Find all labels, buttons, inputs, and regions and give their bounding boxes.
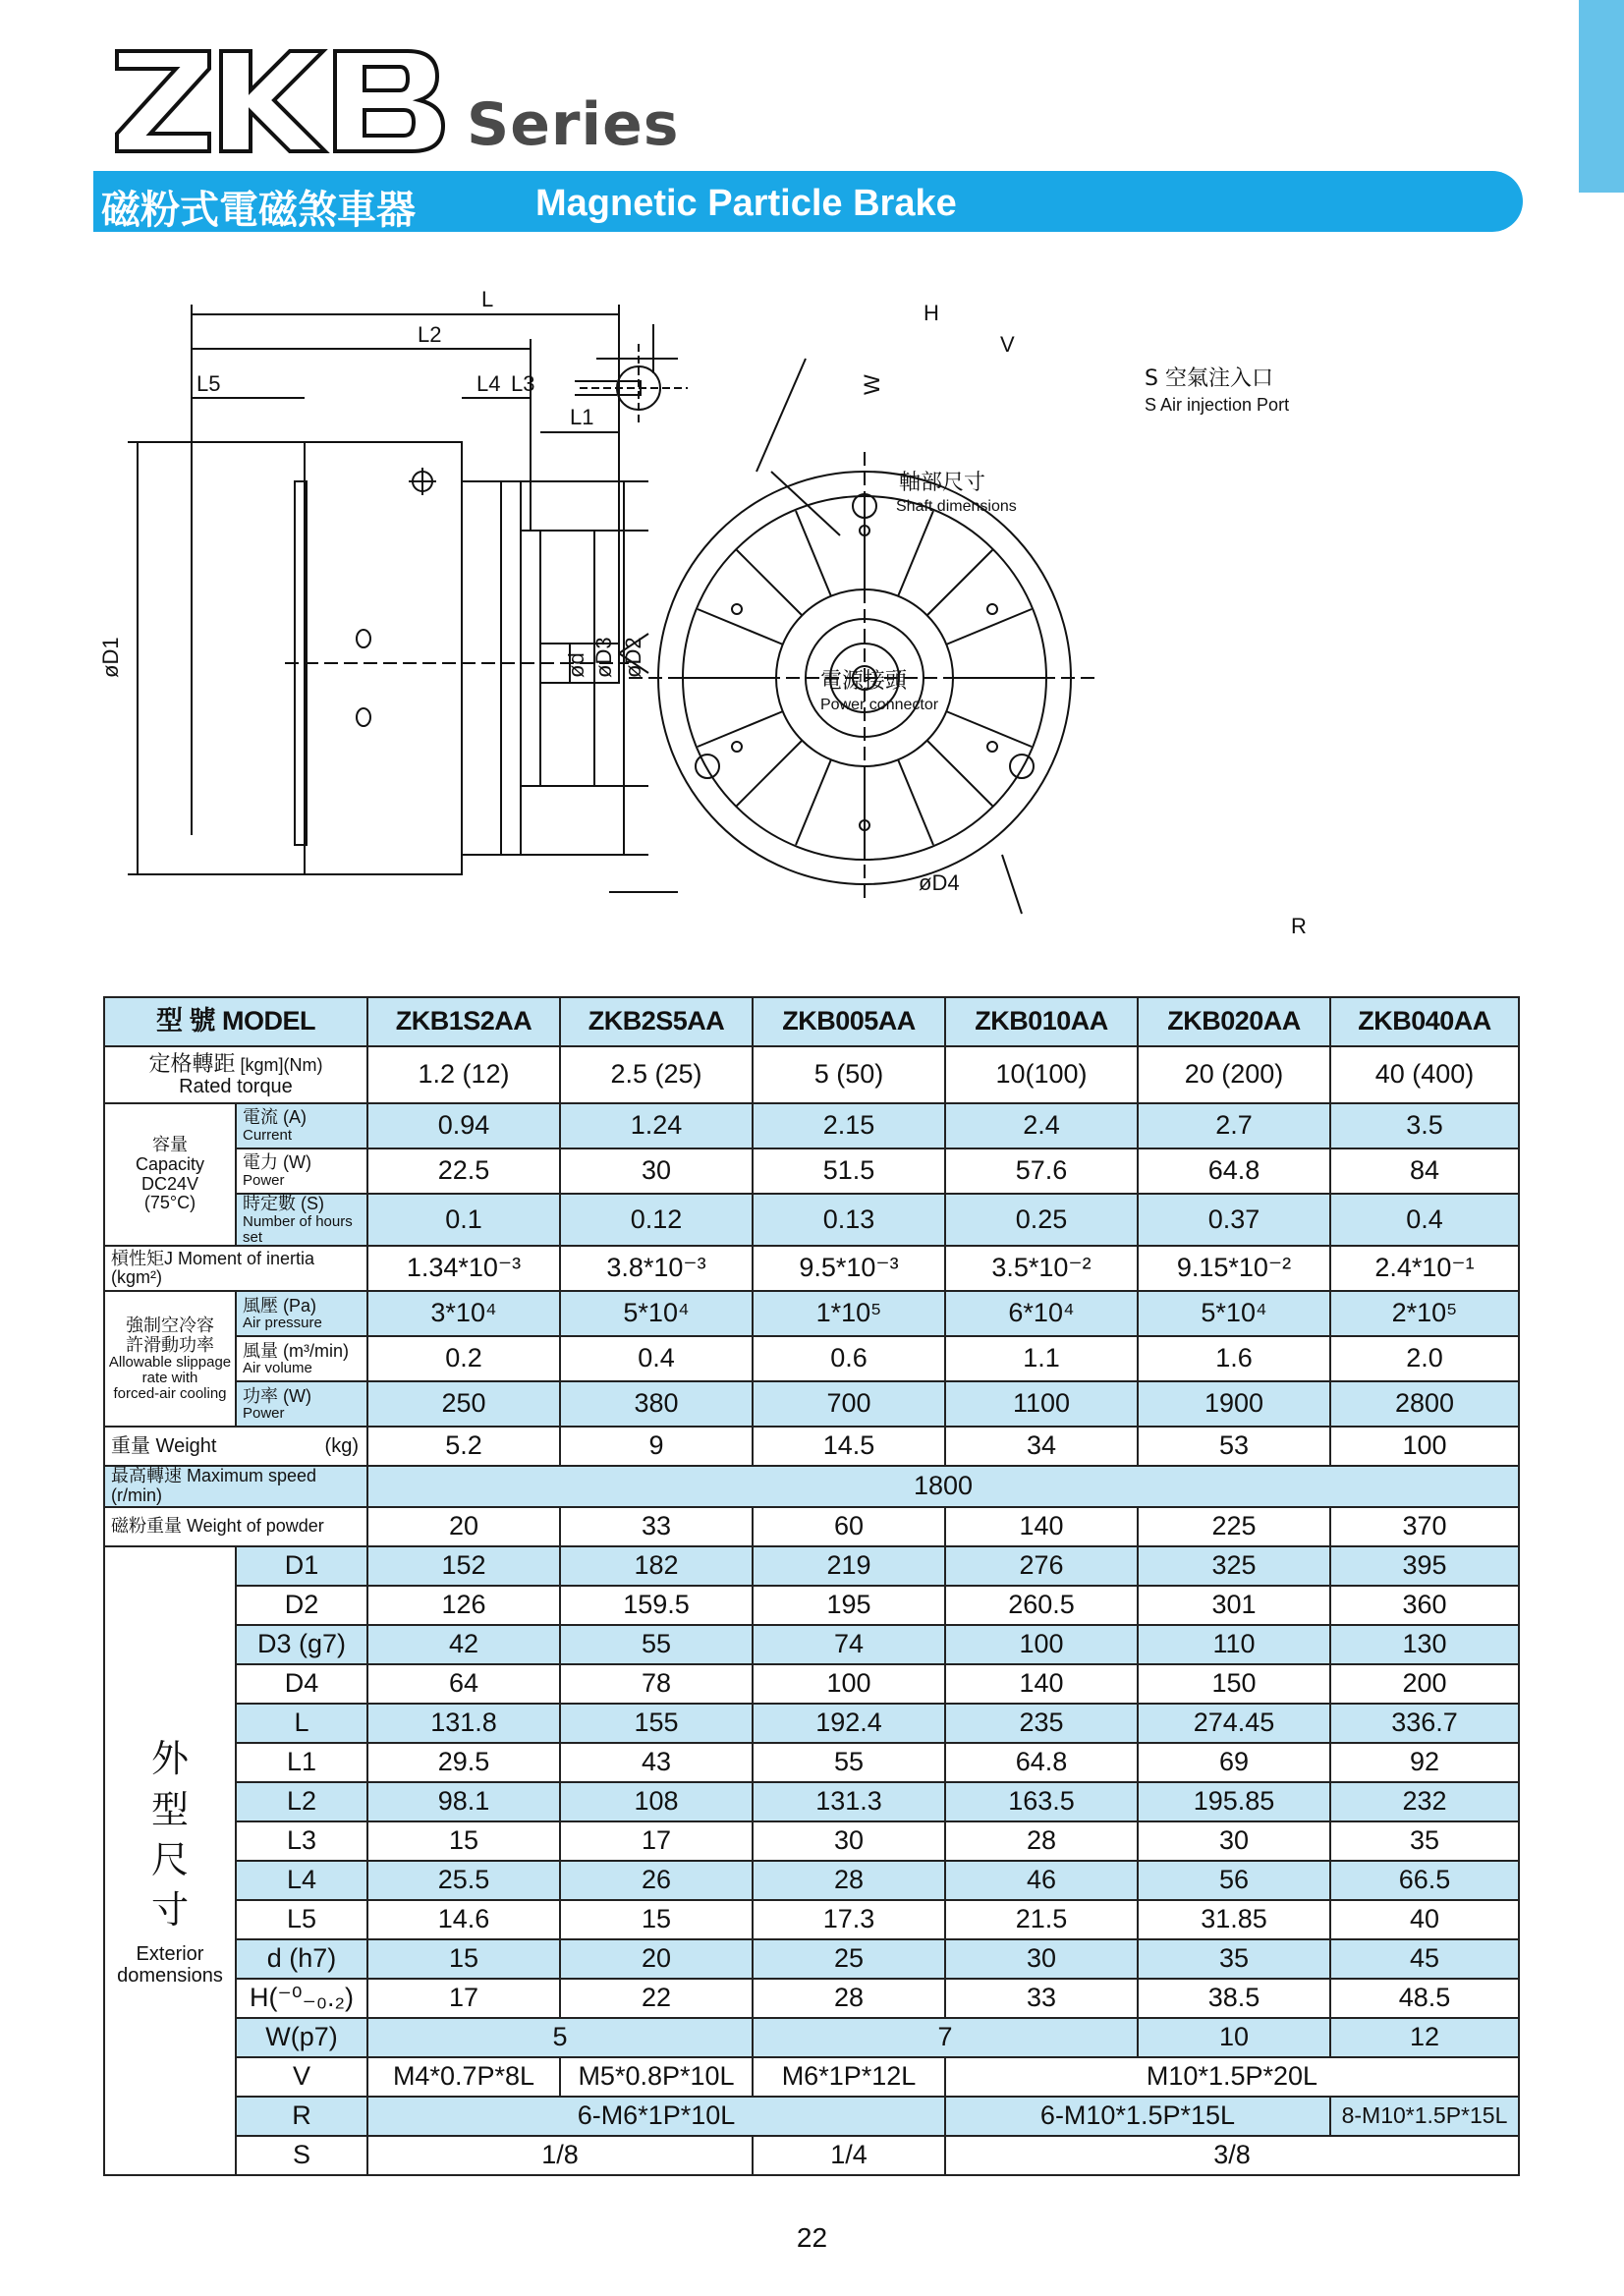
dim-name: L [236,1704,367,1743]
cooling-power-label-zh: 功率 (W) [243,1385,311,1406]
dim-cell: 100 [945,1625,1138,1664]
time-cell: 0.4 [1330,1194,1519,1246]
current-cell: 2.15 [753,1103,945,1148]
cooling-power-cell: 700 [753,1381,945,1427]
dim-cell: 131.8 [367,1704,560,1743]
model-cell: ZKB2S5AA [560,997,753,1046]
dim-cell: 64.8 [945,1743,1138,1782]
dim-cell: 35 [1138,1939,1330,1979]
inertia-cell: 2.4*10⁻¹ [1330,1246,1519,1291]
air-pressure-cell: 2*10⁵ [1330,1291,1519,1336]
time-row [104,1194,1519,1246]
dim-cell: 28 [945,1821,1138,1861]
model-cell: ZKB1S2AA [367,997,560,1046]
dim-cell: 195.85 [1138,1782,1330,1821]
weight-row [104,1427,1519,1466]
dim-cell: 1/4 [753,2136,945,2175]
dim-cell: 192.4 [753,1704,945,1743]
torque-cell: 10(100) [945,1046,1138,1103]
air-volume-cell: 2.0 [1330,1336,1519,1381]
dim-name: V [236,2057,367,2097]
dim-cell: 15 [560,1900,753,1939]
weight-cell: 34 [945,1427,1138,1466]
dim-cell: 130 [1330,1625,1519,1664]
dim-cell: 235 [945,1704,1138,1743]
cooling-zh-1: 強制空冷容 [126,1315,214,1335]
capacity-temp: (75°C) [143,1193,196,1213]
dim-cell: 48.5 [1330,1979,1519,2018]
air-pressure-label-en: Air pressure [243,1315,322,1332]
dim-cell: 20 [560,1939,753,1979]
time-cell: 0.13 [753,1194,945,1246]
air-volume-cell: 0.2 [367,1336,560,1381]
power-label-zh: 電源接頭 [820,669,908,694]
speed-cell: 1800 [367,1466,1519,1507]
air-volume-label-en: Air volume [243,1360,312,1377]
dim-cell: 98.1 [367,1782,560,1821]
dim-cell: 26 [560,1861,753,1900]
current-row [104,1103,1519,1148]
power-row [104,1148,1519,1194]
exterior-en-2: domensions [117,1965,223,1988]
dim-name: L4 [236,1861,367,1900]
dim-cell: 33 [945,1979,1138,2018]
dim-cell: 15 [367,1939,560,1979]
dim-name: D3 (g7) [236,1625,367,1664]
dim-name: D1 [236,1546,367,1586]
shaft-label-zh: 軸部尺寸 [899,471,986,495]
air-pressure-cell: 6*10⁴ [945,1291,1138,1336]
power-cell: 22.5 [367,1148,560,1194]
dim-row-d [104,1939,1519,1979]
brake-housing [305,442,462,874]
dim-cell: 55 [753,1743,945,1782]
dim-cell: 64 [367,1664,560,1704]
model-cell: ZKB020AA [1138,997,1330,1046]
dim-cell: 25.5 [367,1861,560,1900]
current-label-zh: 電流 (A) [243,1107,307,1128]
dim-name: W(p7) [236,2018,367,2057]
dim-label-L: L [481,287,494,311]
current-label-en: Current [243,1127,293,1145]
dim-row-D2 [104,1586,1519,1625]
air-volume-cell: 1.1 [945,1336,1138,1381]
dim-cell: M5*0.8P*10L [560,2057,753,2097]
cooling-power-cell: 380 [560,1381,753,1427]
dim-cell: 140 [945,1664,1138,1704]
dim-name: L3 [236,1821,367,1861]
speed-row [104,1466,1519,1507]
torque-cell: 2.5 (25) [560,1046,753,1103]
powder-cell: 60 [753,1507,945,1546]
dim-name: D2 [236,1586,367,1625]
dim-row-H [104,1979,1519,2018]
weight-cell: 9 [560,1427,753,1466]
torque-cell: 20 (200) [1138,1046,1330,1103]
power-label-en: Power [243,1172,285,1190]
powder-cell: 33 [560,1507,753,1546]
cooling-zh-2: 許滑動功率 [126,1334,214,1355]
dim-cell: 29.5 [367,1743,560,1782]
dim-name: R [236,2097,367,2136]
dim-name: L1 [236,1743,367,1782]
air-pressure-cell: 3*10⁴ [367,1291,560,1336]
capacity-zh: 容量 [152,1135,188,1155]
weight-cell: 53 [1138,1427,1330,1466]
model-label: 型 號 MODEL [104,997,367,1046]
capacity-dc: DC24V [140,1173,199,1194]
dim-cell: 56 [1138,1861,1330,1900]
model-cell: ZKB010AA [945,997,1138,1046]
dim-label-L1: L1 [570,405,594,429]
air-pressure-label-zh: 風壓 (Pa) [243,1295,317,1316]
dim-cell: 21.5 [945,1900,1138,1939]
dim-cell: 10 [1138,2018,1330,2057]
dim-label-H: H [924,301,939,325]
dim-label-L2: L2 [418,322,442,347]
dim-cell: 325 [1138,1546,1330,1586]
torque-unit: [kgm](Nm) [240,1054,323,1075]
dim-row-L [104,1704,1519,1743]
weight-cell: 14.5 [753,1427,945,1466]
dim-cell: 7 [753,2018,1138,2057]
dim-cell: 25 [753,1939,945,1979]
dim-row-D3 [104,1625,1519,1664]
weight-cell: 5.2 [367,1427,560,1466]
time-cell: 0.37 [1138,1194,1330,1246]
dim-cell: 395 [1330,1546,1519,1586]
dim-row-D1 [104,1546,1519,1586]
dim-cell: 6-M10*1.5P*15L [945,2097,1330,2136]
dim-row-L3 [104,1821,1519,1861]
dim-label-D4: øD4 [919,870,960,895]
inertia-cell: 3.8*10⁻³ [560,1246,753,1291]
dim-name: H(⁻⁰₋₀.₂) [236,1979,367,2018]
air-pressure-label [236,1291,367,1336]
dim-cell: 336.7 [1330,1704,1519,1743]
dim-cell: 42 [367,1625,560,1664]
dim-cell: 219 [753,1546,945,1586]
air-volume-cell: 0.6 [753,1336,945,1381]
dim-cell: 92 [1330,1743,1519,1782]
dim-cell: 159.5 [560,1586,753,1625]
dim-cell: 1/8 [367,2136,753,2175]
page-tab-strip [1579,0,1624,193]
dim-cell: 30 [945,1939,1138,1979]
cooling-en-2: rate with [141,1370,198,1387]
zkb-logo [113,47,447,155]
dim-cell: 108 [560,1782,753,1821]
air-volume-row [104,1336,1519,1381]
air-pressure-cell: 1*10⁵ [753,1291,945,1336]
power-cell: 64.8 [1138,1148,1330,1194]
cooling-en-3: forced-air cooling [113,1384,227,1402]
dim-name: S [236,2136,367,2175]
weight-label-text: 重量 Weight [111,1435,217,1458]
inertia-cell: 9.15*10⁻² [1138,1246,1330,1291]
dim-cell: 78 [560,1664,753,1704]
dim-cell: 276 [945,1546,1138,1586]
power-label-zh: 電力 (W) [243,1152,311,1173]
inertia-cell: 9.5*10⁻³ [753,1246,945,1291]
dim-cell: 200 [1330,1664,1519,1704]
dim-name: D4 [236,1664,367,1704]
current-label [236,1103,367,1148]
inertia-row [104,1246,1519,1291]
dim-row-W [104,2018,1519,2057]
dim-cell: 69 [1138,1743,1330,1782]
cooling-en-1: Allowable slippage [108,1354,232,1372]
dim-row-L2 [104,1782,1519,1821]
dim-label-D2: øD2 [621,637,645,678]
power-cell: 57.6 [945,1148,1138,1194]
dim-cell: M4*0.7P*8L [367,2057,560,2097]
dim-cell: 14.6 [367,1900,560,1939]
dim-row-V [104,2057,1519,2097]
cooling-power-cell: 1100 [945,1381,1138,1427]
technical-drawing [98,285,1336,973]
exterior-zh-2: 型 [150,1787,189,1831]
dim-name: d (h7) [236,1939,367,1979]
dim-cell: 131.3 [753,1782,945,1821]
dim-cell: 45 [1330,1939,1519,1979]
model-cell: ZKB005AA [753,997,945,1046]
dim-row-L1 [104,1743,1519,1782]
model-row [104,997,1519,1046]
dim-cell: 46 [945,1861,1138,1900]
dim-cell: 3/8 [945,2136,1519,2175]
powder-cell: 370 [1330,1507,1519,1546]
power-label [236,1148,367,1194]
exterior-zh-3: 尺 [150,1837,189,1881]
speed-label: 最高轉速 Maximum speed (r/min) [104,1466,367,1507]
dim-cell: 74 [753,1625,945,1664]
dim-cell: 43 [560,1743,753,1782]
dim-row-D4 [104,1664,1519,1704]
dim-cell: 152 [367,1546,560,1586]
powder-cell: 225 [1138,1507,1330,1546]
time-label-en: Number of hours set [243,1212,353,1246]
air-port-label-zh: S 空氣注入口 [1145,366,1273,391]
exterior-label [104,1546,236,2175]
torque-label-zh: 定格轉距 [148,1050,236,1076]
dim-row-L5 [104,1900,1519,1939]
weight-label [104,1427,367,1466]
dim-cell: 30 [1138,1821,1330,1861]
series-label: Series [467,90,680,159]
model-cell: ZKB040AA [1330,997,1519,1046]
dim-cell: 260.5 [945,1586,1138,1625]
air-port-label-en: S Air injection Port [1145,395,1290,415]
capacity-label [104,1103,236,1246]
dim-cell: 17 [560,1821,753,1861]
current-cell: 0.94 [367,1103,560,1148]
capacity-en: Capacity [135,1153,205,1174]
cooling-power-cell: 1900 [1138,1381,1330,1427]
dim-label-W: W [860,374,884,395]
dim-cell: 5 [367,2018,753,2057]
cooling-power-label [236,1381,367,1427]
dim-row-S [104,2136,1519,2175]
dim-label-L3: L3 [511,371,535,396]
current-cell: 2.4 [945,1103,1138,1148]
weight-unit: (kg) [324,1435,359,1458]
current-cell: 2.7 [1138,1103,1330,1148]
dim-cell: 28 [753,1861,945,1900]
dim-cell: 163.5 [945,1782,1138,1821]
torque-cell: 5 (50) [753,1046,945,1103]
dim-cell: M6*1P*12L [753,2057,945,2097]
dim-cell: 12 [1330,2018,1519,2057]
dim-cell: 66.5 [1330,1861,1519,1900]
dim-cell: 155 [560,1704,753,1743]
dim-cell: 150 [1138,1664,1330,1704]
torque-row [104,1046,1519,1103]
cooling-label [104,1291,236,1427]
dim-row-L4 [104,1861,1519,1900]
dim-cell: 55 [560,1625,753,1664]
torque-cell: 40 (400) [1330,1046,1519,1103]
air-volume-label [236,1336,367,1381]
weight-cell: 100 [1330,1427,1519,1466]
dim-label-D1: øD1 [98,637,123,678]
dim-cell: 6-M6*1P*10L [367,2097,945,2136]
inertia-cell: 1.34*10⁻³ [367,1246,560,1291]
dim-label-L5: L5 [196,371,221,396]
dim-cell: 35 [1330,1821,1519,1861]
dim-label-V: V [1000,332,1015,357]
dim-cell: 301 [1138,1586,1330,1625]
cooling-power-label-en: Power [243,1405,285,1423]
title-en: Magnetic Particle Brake [535,183,957,224]
dim-cell: 28 [753,1979,945,2018]
dim-cell: 100 [753,1664,945,1704]
current-cell: 1.24 [560,1103,753,1148]
dim-cell: 30 [753,1821,945,1861]
air-volume-cell: 1.6 [1138,1336,1330,1381]
time-cell: 0.12 [560,1194,753,1246]
torque-cell: 1.2 (12) [367,1046,560,1103]
inertia-label: 槓性矩J Moment of inertia (kgm²) [104,1246,367,1291]
power-cell: 51.5 [753,1148,945,1194]
power-cell: 84 [1330,1148,1519,1194]
dim-cell: 360 [1330,1586,1519,1625]
dim-cell: 17.3 [753,1900,945,1939]
page-number: 22 [796,2222,828,2253]
dim-cell: 31.85 [1138,1900,1330,1939]
dim-cell: 232 [1330,1782,1519,1821]
dim-cell: 40 [1330,1900,1519,1939]
air-pressure-cell: 5*10⁴ [1138,1291,1330,1336]
time-cell: 0.25 [945,1194,1138,1246]
dim-label-d: ød [564,652,588,678]
title-zh: 磁粉式電磁煞車器 [101,188,416,233]
dim-row-R [104,2097,1519,2136]
dim-cell: 15 [367,1821,560,1861]
air-pressure-row [104,1291,1519,1336]
spec-table [103,996,1520,2176]
dim-cell: 38.5 [1138,1979,1330,2018]
dim-cell: 126 [367,1586,560,1625]
power-label-en: Power connector [820,697,939,713]
dim-cell: M10*1.5P*20L [945,2057,1519,2097]
powder-cell: 20 [367,1507,560,1546]
dim-cell: 182 [560,1546,753,1586]
dim-name: L2 [236,1782,367,1821]
exterior-en-1: Exterior [136,1943,204,1966]
air-pressure-cell: 5*10⁴ [560,1291,753,1336]
current-cell: 3.5 [1330,1103,1519,1148]
dim-label-R: R [1291,914,1307,938]
torque-label-en: Rated torque [179,1076,293,1098]
shaft-label-en: Shaft dimensions [896,498,1017,515]
dim-label-L4: L4 [476,371,501,396]
dim-cell: 195 [753,1586,945,1625]
dim-cell: 22 [560,1979,753,2018]
cooling-power-row [104,1381,1519,1427]
cooling-power-cell: 250 [367,1381,560,1427]
dim-cell: 274.45 [1138,1704,1330,1743]
time-cell: 0.1 [367,1194,560,1246]
dim-label-D3: øD3 [591,637,616,678]
exterior-zh-1: 外 [150,1737,189,1781]
powder-row [104,1507,1519,1546]
powder-label: 磁粉重量 Weight of powder [104,1507,367,1546]
air-volume-cell: 0.4 [560,1336,753,1381]
time-label-zh: 時定數 (S) [243,1194,324,1213]
torque-label [104,1046,367,1103]
powder-cell: 140 [945,1507,1138,1546]
cooling-power-cell: 2800 [1330,1381,1519,1427]
dim-name: L5 [236,1900,367,1939]
time-label [236,1194,367,1246]
dim-cell: 17 [367,1979,560,2018]
power-cell: 30 [560,1148,753,1194]
dim-cell: 8-M10*1.5P*15L [1330,2097,1519,2136]
title-banner [93,171,1523,232]
dim-cell: 110 [1138,1625,1330,1664]
exterior-zh-4: 寸 [150,1888,189,1932]
inertia-cell: 3.5*10⁻² [945,1246,1138,1291]
air-volume-label-zh: 風量 (m³/min) [243,1340,349,1361]
